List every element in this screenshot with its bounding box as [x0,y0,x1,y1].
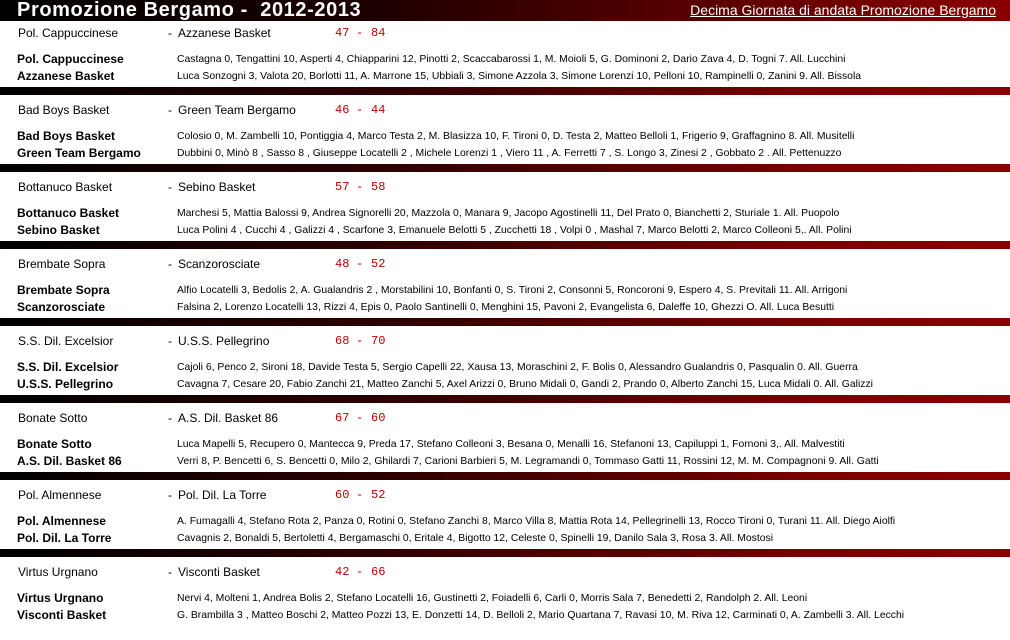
away-team-name: Sebino Basket [178,180,256,194]
roster-players: G. Brambilla 3 , Matteo Boschi 2, Matteo Pozzi 13, E. Donzetti 14, D. Belloli 2, Mario Quartana 7, Ravasi 10, M. Riva 12, Carminati 0, A. Zambelli 3. All. Lecchi [177,610,905,621]
away-score: 58 [371,180,386,194]
away-team-name: Azzanese Basket [178,26,271,40]
roster-team-name: Scanzorosciate [17,300,106,314]
away-roster-row [0,530,1010,547]
home-roster-row [0,436,1010,453]
team-separator: - [168,103,172,117]
home-roster-row [0,282,1010,299]
game-divider [0,395,1010,403]
home-roster-row [0,51,1010,68]
game-block [0,409,1010,486]
roster-team-name: Bonate Sotto [17,437,92,451]
roster-players: Luca Sonzogni 3, Valota 20, Borlotti 11, A. Marrone 15, Ubbiali 3, Simone Azzola 3, Simone Lorenzi 10, Pelloni 10, Rampinelli 0, Zanini 9. All. Bissola [177,71,862,82]
home-roster-row [0,590,1010,607]
score-line [0,255,1010,273]
away-score: 60 [371,411,386,425]
score-line [0,486,1010,504]
roster-players: Luca Mapelli 5, Recupero 0, Mantecca 9, Preda 17, Stefano Colleoni 3, Besana 0, Menalli 16, Stefanoni 13, Capiluppi 1, Fornoni 3,. All. Malvestiti [177,439,845,450]
game-divider [0,549,1010,557]
game-block [0,178,1010,255]
roster-players: Luca Polini 4 , Cucchi 4 , Galizzi 4 , Scarfone 3, Emanuele Belotti 5 , Zucchetti 18 , Volpi 0 , Mashal 7, Marco Belotti 2, Marco Colleoni 5,. All. Polini [177,225,852,236]
home-score: 68 [335,334,350,348]
roster-players: Alfio Locatelli 3, Bedolis 2, A. Gualandris 2 , Morstabilini 10, Bonfanti 0, S. Tironi 2, Consonni 5, Roncoroni 9, Espero 4, S. Previtali 11. All. Arrigoni [177,285,848,296]
score-separator: - [356,565,364,579]
home-team-name: Bad Boys Basket [18,103,110,117]
home-team-name: Pol. Cappuccinese [18,26,119,40]
team-separator: - [168,257,172,271]
team-separator: - [168,488,172,502]
away-team-name: A.S. Dil. Basket 86 [178,411,279,425]
roster-team-name: Pol. Almennese [17,514,106,528]
away-score: 44 [371,103,386,117]
team-separator: - [168,26,172,40]
away-roster-row [0,299,1010,316]
page-title: Promozione Bergamo - 2012-2013 [17,0,362,21]
home-roster-row [0,205,1010,222]
game-divider [0,241,1010,249]
roster-team-name: Visconti Basket [17,608,107,622]
away-roster-row [0,222,1010,239]
away-score: 70 [371,334,386,348]
roster-team-name: S.S. Dil. Excelsior [17,360,119,374]
home-team-name: Pol. Almennese [18,488,102,502]
roster-players: Cavagnis 2, Bonaldi 5, Bertoletti 4, Bergamaschi 0, Eritale 4, Bigotto 12, Celeste 0, Spinelli 19, Danilo Sala 3, Rosa 3. All. Mostosi [177,533,774,544]
score-line [0,178,1010,196]
game-block [0,24,1010,101]
away-score: 84 [371,26,386,40]
home-roster-row [0,513,1010,530]
home-score: 48 [335,257,350,271]
away-team-name: U.S.S. Pellegrino [178,334,270,348]
away-roster-row [0,145,1010,162]
home-score: 57 [335,180,350,194]
roster-players: Nervi 4, Molteni 1, Andrea Bolis 2, Stefano Locatelli 16, Gustinetti 2, Foiadelli 6, Carli 0, Morris Sala 7, Benedetti 2, Randolph 2. All. Leoni [177,593,808,604]
home-roster-row [0,359,1010,376]
team-separator: - [168,411,172,425]
roster-players: Marchesi 5, Mattia Balossi 9, Andrea Signorelli 20, Mazzola 0, Manara 9, Jacopo Agostinelli 11, Del Prato 0, Bianchetti 2, Sturiale 1. All. Puopolo [177,208,840,219]
away-score: 52 [371,257,386,271]
home-team-name: Bottanuco Basket [18,180,113,194]
roster-team-name: U.S.S. Pellegrino [17,377,114,391]
score-separator: - [356,488,364,502]
roster-players: Colosio 0, M. Zambelli 10, Pontiggia 4, Marco Testa 2, M. Blasizza 10, F. Tironi 0, D. Testa 2, Matteo Belloli 1, Frigerio 9, Graffagnino 8. All. Musitelli [177,131,855,142]
away-score: 52 [371,488,386,502]
roster-players: Verri 8, P. Bencetti 6, S. Bencetti 0, Milo 2, Ghilardi 7, Carioni Barbieri 5, M. Legramandi 0, Tommaso Gatti 11, Rossini 12, M. M. Compagnoni 9. All. Gatti [177,456,879,467]
roster-team-name: Brembate Sopra [17,283,110,297]
game-divider [0,87,1010,95]
game-block [0,563,1010,640]
score-line [0,101,1010,119]
roster-team-name: Sebino Basket [17,223,100,237]
game-block [0,101,1010,178]
home-team-name: S.S. Dil. Excelsior [18,334,114,348]
home-score: 60 [335,488,350,502]
away-team-name: Scanzorosciate [178,257,261,271]
game-divider [0,472,1010,480]
home-score: 42 [335,565,350,579]
page-header [0,0,1010,21]
roster-team-name: Bottanuco Basket [17,206,120,220]
roster-players: A. Fumagalli 4, Stefano Rota 2, Panza 0, Rotini 0, Stefano Zanchi 8, Marco Villa 8, Mattia Rota 14, Pellegrinelli 13, Rocco Tironi 0, Turani 11. All. Diego Aiolfi [177,516,896,527]
score-line [0,409,1010,427]
away-team-name: Green Team Bergamo [178,103,296,117]
home-score: 67 [335,411,350,425]
game-divider [0,318,1010,326]
home-score: 46 [335,103,350,117]
game-block [0,255,1010,332]
roster-players: Falsina 2, Lorenzo Locatelli 13, Rizzi 4, Epis 0, Paolo Santinelli 0, Menghini 15, Pavoni 2, Evangelista 6, Daleffe 10, Ghezzi O. All. Luca Besutti [177,302,835,313]
roster-players: Cavagna 7, Cesare 20, Fabio Zanchi 21, Matteo Zanchi 5, Axel Arizzi 0, Bruno Midali 0, Gandi 2, Prando 0, Alberto Zanchi 15, Luca Midali 0. All. Galizzi [177,379,873,390]
home-team-name: Brembate Sopra [18,257,106,271]
away-team-name: Visconti Basket [178,565,260,579]
score-line [0,332,1010,350]
away-roster-row [0,453,1010,470]
game-divider [0,164,1010,172]
score-separator: - [356,180,364,194]
away-roster-row [0,376,1010,393]
roster-team-name: Pol. Cappuccinese [17,52,124,66]
round-link[interactable]: Decima Giornata di andata Promozione Bergamo [690,2,996,18]
home-team-name: Bonate Sotto [18,411,88,425]
game-block [0,486,1010,563]
away-score: 66 [371,565,386,579]
home-score: 47 [335,26,350,40]
roster-team-name: Green Team Bergamo [17,146,141,160]
score-line [0,563,1010,581]
away-roster-row [0,68,1010,85]
home-team-name: Virtus Urgnano [18,565,98,579]
score-separator: - [356,257,364,271]
team-separator: - [168,565,172,579]
roster-team-name: Pol. Dil. La Torre [17,531,112,545]
roster-players: Cajoli 6, Penco 2, Sironi 18, Davide Testa 5, Sergio Capelli 22, Xausa 13, Moraschini 2, F. Bolis 0, Alessandro Gualandris 0, Pasqualin 0. All. Guerra [177,362,858,373]
score-line [0,24,1010,42]
team-separator: - [168,180,172,194]
home-roster-row [0,128,1010,145]
score-separator: - [356,103,364,117]
roster-players: Dubbini 0, Minò 8 , Sasso 8 , Giuseppe Locatelli 2 , Michele Lorenzi 1 , Viero 11 , A. Ferretti 7 , S. Longo 3, Zinesi 2 , Gobbato 2 . All. Pettenuzzo [177,148,842,159]
roster-team-name: Virtus Urgnano [17,591,104,605]
team-separator: - [168,334,172,348]
score-separator: - [356,334,364,348]
roster-team-name: Azzanese Basket [17,69,115,83]
roster-players: Castagna 0, Tengattini 10, Asperti 4, Chiapparini 12, Pinotti 2, Scaccabarossi 1, M. Moioli 5, G. Dominoni 2, Dario Zava 4, D. Togni 7. All. Lucchini [177,54,846,65]
score-separator: - [356,411,364,425]
roster-team-name: Bad Boys Basket [17,129,116,143]
score-separator: - [356,26,364,40]
game-block [0,332,1010,409]
roster-team-name: A.S. Dil. Basket 86 [17,454,122,468]
away-roster-row [0,607,1010,624]
away-team-name: Pol. Dil. La Torre [178,488,267,502]
